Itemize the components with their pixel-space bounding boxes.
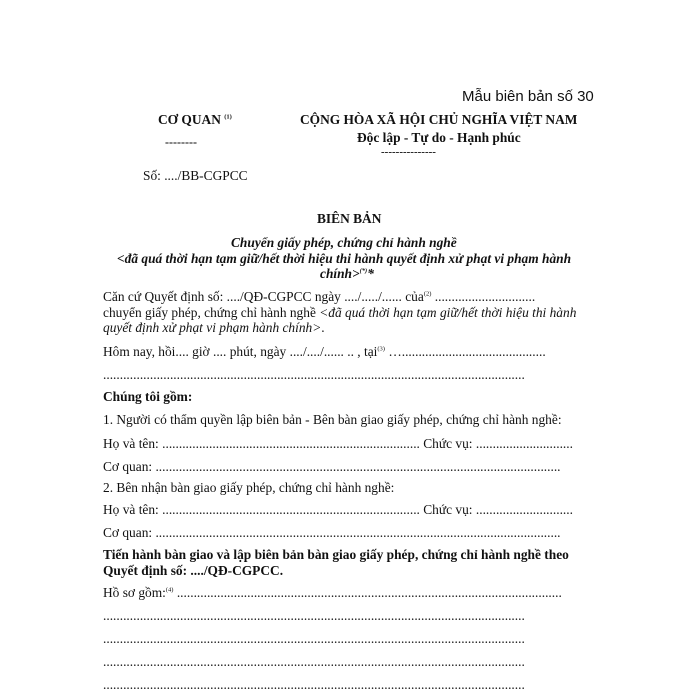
- party1-agency-line: Cơ quan: .........................................................................................................................: [103, 459, 561, 474]
- document-subtitle: Chuyển giấy phép, chứng chỉ hành nghề: [231, 235, 457, 250]
- today-dotted-line: ..............................................................................................................................: [103, 367, 525, 382]
- country-name: CỘNG HÒA XÃ HỘI CHỦ NGHĨA VIỆT NAM: [300, 112, 578, 127]
- subtitle-note-line2: [320, 266, 374, 282]
- agency-heading: [158, 112, 232, 128]
- party2-agency-line: Cơ quan: .........................................................................................................................: [103, 525, 561, 540]
- document-title: BIÊN BẢN: [317, 211, 382, 226]
- we-are-heading: Chúng tôi gồm:: [103, 389, 193, 404]
- basis-note: (2): [423, 290, 432, 298]
- today-dots: …...........................................: [384, 344, 546, 359]
- document-number: Số: ..../BB-CGPCC: [143, 168, 248, 183]
- dossier-line: [103, 585, 562, 601]
- dossier-dotted-line-3: ..............................................................................................................................: [103, 654, 525, 669]
- proceed-line1: Tiến hành bàn giao và lập biên bản bàn giao giấy phép, chứng chỉ hành nghề theo: [103, 547, 569, 562]
- today-note: (3): [377, 345, 385, 353]
- basis-text: Căn cứ Quyết định số: ..../QĐ-CGPCC ngày ..../...../...... của: [103, 289, 424, 304]
- dossier-dotted-line-4: ..............................................................................................................................: [103, 677, 525, 692]
- party1-title: 1. Người có thẩm quyền lập biên bản - Bên bàn giao giấy phép, chứng chỉ hành nghề:: [103, 412, 562, 427]
- proceed-line2: Quyết định số: ..../QĐ-CGPCC.: [103, 563, 284, 578]
- subtitle-note-star: *: [367, 266, 374, 281]
- party2-title: 2. Bên nhận bàn giao giấy phép, chứng chỉ hành nghề:: [103, 480, 395, 495]
- motto: Độc lập - Tự do - Hạnh phúc: [357, 130, 521, 145]
- dossier-dots: ...................................................................................................................: [173, 585, 562, 600]
- basis-line1: [103, 289, 535, 305]
- basis-line2-text: chuyển giấy phép, chứng chỉ hành nghề: [103, 305, 316, 320]
- agency-dashes: --------: [165, 135, 197, 149]
- party1-name-line: Họ và tên: ............................................................................. Chức vụ: .............................: [103, 436, 573, 451]
- today-text: Hôm nay, hồi.... giờ .... phút, ngày ..../..../...... .. , tại: [103, 344, 378, 359]
- dossier-note: (4): [165, 586, 174, 594]
- today-line: [103, 344, 546, 360]
- dossier-dotted-line-1: ..............................................................................................................................: [103, 608, 525, 623]
- motto-dashes: ---------------: [381, 146, 436, 158]
- basis-line3-italic: quyết định xử phạt vi phạm hành chính>: [103, 320, 322, 335]
- agency-note: (1): [224, 113, 232, 121]
- basis-dots: ..............................: [431, 289, 536, 304]
- basis-line2: [103, 305, 576, 321]
- subtitle-note-line1: <đã quá thời hạn tạm giữ/hết thời hiệu thi hành quyết định xử phạt vi phạm hành: [117, 251, 572, 266]
- basis-line3: [103, 320, 325, 336]
- basis-line3-end: .: [321, 320, 325, 335]
- dossier-dotted-line-2: ..............................................................................................................................: [103, 631, 525, 646]
- basis-line2-italic: <đã quá thời hạn tạm giữ/hết thời hiệu thi hành: [315, 305, 577, 320]
- form-number: Mẫu biên bản số 30: [462, 88, 594, 105]
- party2-name-line: Họ và tên: ............................................................................. Chức vụ: .............................: [103, 502, 573, 517]
- subtitle-note-text: chính>: [320, 266, 360, 281]
- dossier-label: Hồ sơ gồm:: [103, 585, 166, 600]
- agency-label: CƠ QUAN: [158, 112, 221, 127]
- subtitle-note-marker: (*): [359, 267, 368, 275]
